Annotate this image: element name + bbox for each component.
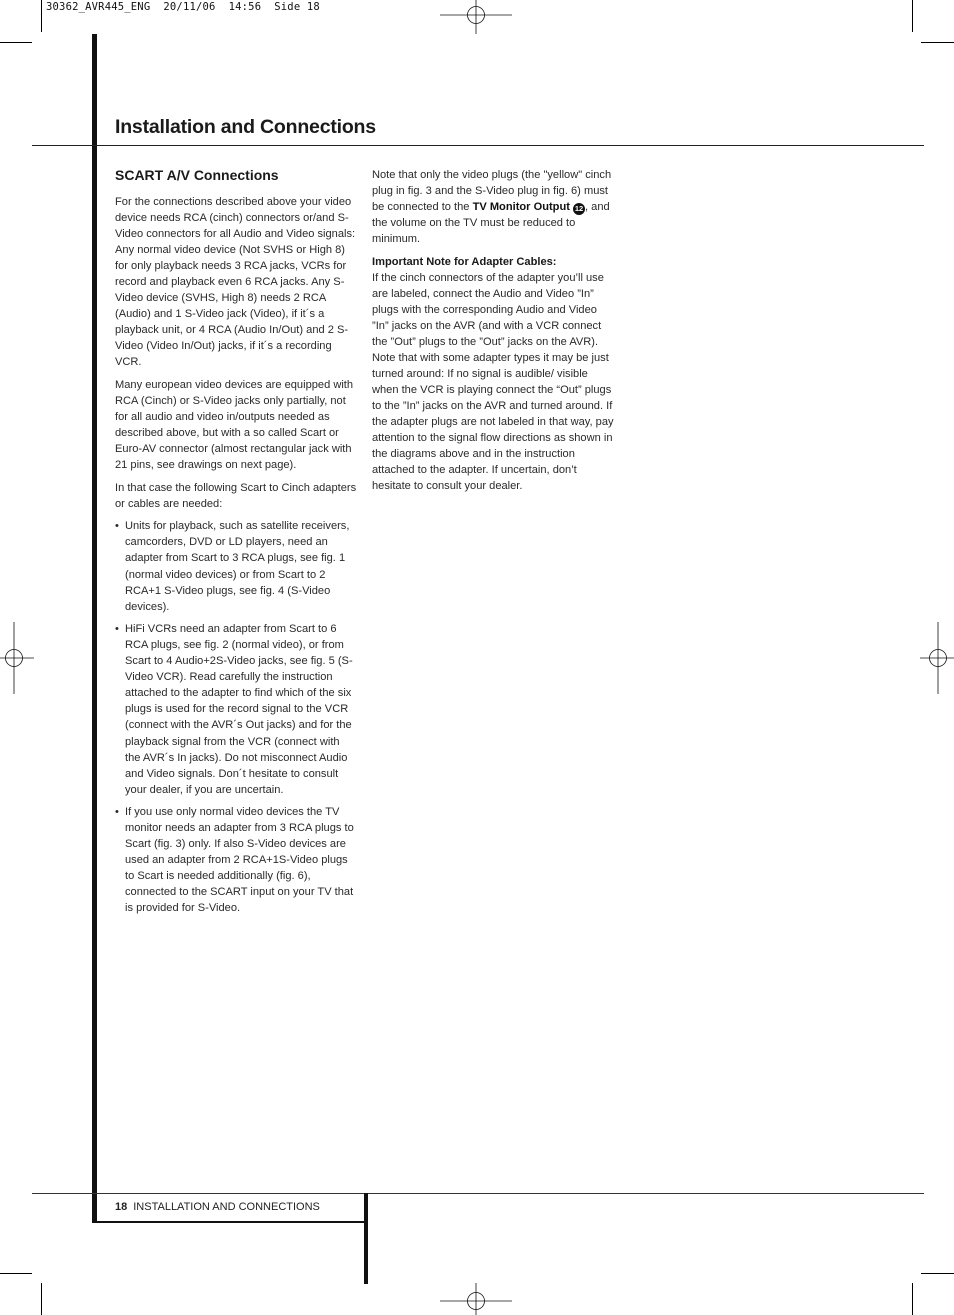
tv-monitor-output-label: TV Monitor Output (472, 201, 570, 214)
registration-mark-bottom (440, 1283, 512, 1315)
registration-mark-left (0, 622, 34, 694)
crop-mark-bottom-right-h (921, 1273, 954, 1274)
bullet-icon: • (115, 806, 119, 819)
registration-mark-right (920, 622, 954, 694)
crop-mark-top-left-v (41, 0, 42, 32)
list-item-text: If you use only normal video devices the TV monitor needs an adapter from 3 RCA plugs to Scart (fig. 3) only. If also S-Video devices are used an adapter from 2 RCA+1S-Video plugs to Scart is needed additionally (fig. 6), connected to the SCART input on your TV that is provided for S-Video. (125, 806, 354, 915)
registration-mark-top (440, 0, 512, 34)
crop-mark-bottom-left-v (41, 1283, 42, 1315)
crop-mark-bottom-right-v (912, 1283, 913, 1315)
footer-box-rule (97, 1221, 365, 1223)
footer-box-bar (364, 1193, 368, 1284)
bullet-icon: • (115, 623, 119, 636)
section-heading: SCART A/V Connections (115, 167, 279, 183)
list-item-text: HiFi VCRs need an adapter from Scart to 6 RCA plugs, see fig. 2 (normal video), or from Scart to 4 Audio+2S-Video jacks, see fig. 5 (S-Video VCR). Read carefully the instruction attached to the adapter to find which of the six plugs is used for the record signal to the VCR (connect with the AVR´s Out jacks) and for the playback signal from the VCR (connect with the AVR´s In jacks). Do not misconnect Audio and Video signals. Don´t hesitate to consult your dealer, if you are uncertain. (125, 623, 353, 796)
crop-mark-top-right-v (912, 0, 913, 32)
paragraph: For the connections described above your video device needs RCA (cinch) connectors or/and S-Video connectors for all Audio and Video signals: Any normal video device (Not SVHS or High 8) for only playback needs 3 RCA jacks, VCRs for record and playback even 6 RCA jacks. Any S-Video device (SVHS, High 8) needs 2 RCA (Audio) and 1 S-Video jack (Video), if it´s a playback unit, or 4 RCA (Audio In/Out) and 2 S-Video (Video In/Out) jacks, if it´s a recording VCR. (115, 196, 356, 369)
adapter-list (115, 518, 357, 916)
note-text: Note that only the video plugs (the "yellow" cinch plug in fig. 3 and the S-Video plug in fig. 6) must be connected to the (372, 169, 612, 214)
paragraph: In that case the following Scart to Cinch adapters or cables are needed: (115, 481, 357, 510)
left-margin-bar (92, 34, 97, 1223)
list-item (115, 621, 357, 798)
page-number: 18 (115, 1201, 128, 1213)
crop-mark-top-right-h (921, 42, 954, 43)
output-number-badge: 12 (574, 204, 584, 214)
print-slug: 30362_AVR445_ENG 20/11/06 14:56 Side 18 (46, 1, 320, 13)
column-left (115, 194, 357, 923)
paragraph: Many european video devices are equipped with RCA (Cinch) or S-Video jacks only partially, not for all audio and video in/outputs needed as described above, but with a so called Scart or Euro-AV connector (almost rectangular jack with 21 pins, see drawings on next page). (115, 379, 354, 472)
crop-mark-bottom-left-h (0, 1273, 32, 1274)
list-item (115, 804, 357, 916)
crop-mark-top-left-h (0, 42, 32, 43)
footer-section-label: INSTALLATION AND CONNECTIONS (133, 1201, 320, 1213)
bullet-icon: • (115, 520, 119, 533)
column-middle (372, 167, 615, 501)
note-paragraph (372, 167, 615, 247)
important-note-heading: Important Note for Adapter Cables: (372, 255, 557, 268)
page-footer (115, 1201, 320, 1213)
title-rule (32, 145, 924, 146)
footer-rule (32, 1193, 924, 1194)
note-text-end: , and the volume on the TV must be reduced to minimum. (372, 201, 610, 246)
page-title: Installation and Connections (115, 116, 376, 138)
list-item (115, 518, 357, 614)
important-note-text: If the cinch connectors of the adapter you’ll use are labeled, connect the Audio and Video ”In” plugs with the corresponding Audio and Video ”In” jacks on the AVR (and with a VCR connect the ”Out” plugs to the ”Out” jacks on the AVR). Note that with some adapter types it may be just turned around: If no signal is audible/ visible when the VCR is playing connect the “Out” plugs to the ”In” jacks on the AVR and turned around. If the adapter plugs are not labeled in that way, pay attention to the signal flow directions as shown in the diagrams above and in the instruction attached to the adapter. If uncertain, don’t hesitate to consult your dealer. (372, 271, 614, 493)
list-item-text: Units for playback, such as satellite receivers, camcorders, DVD or LD players, need an adapter from Scart to 3 RCA plugs, see fig. 1 (normal video devices) or from Scart to 2 RCA+1 S-Video plugs, see fig. 4 (S-Video devices). (125, 520, 350, 613)
